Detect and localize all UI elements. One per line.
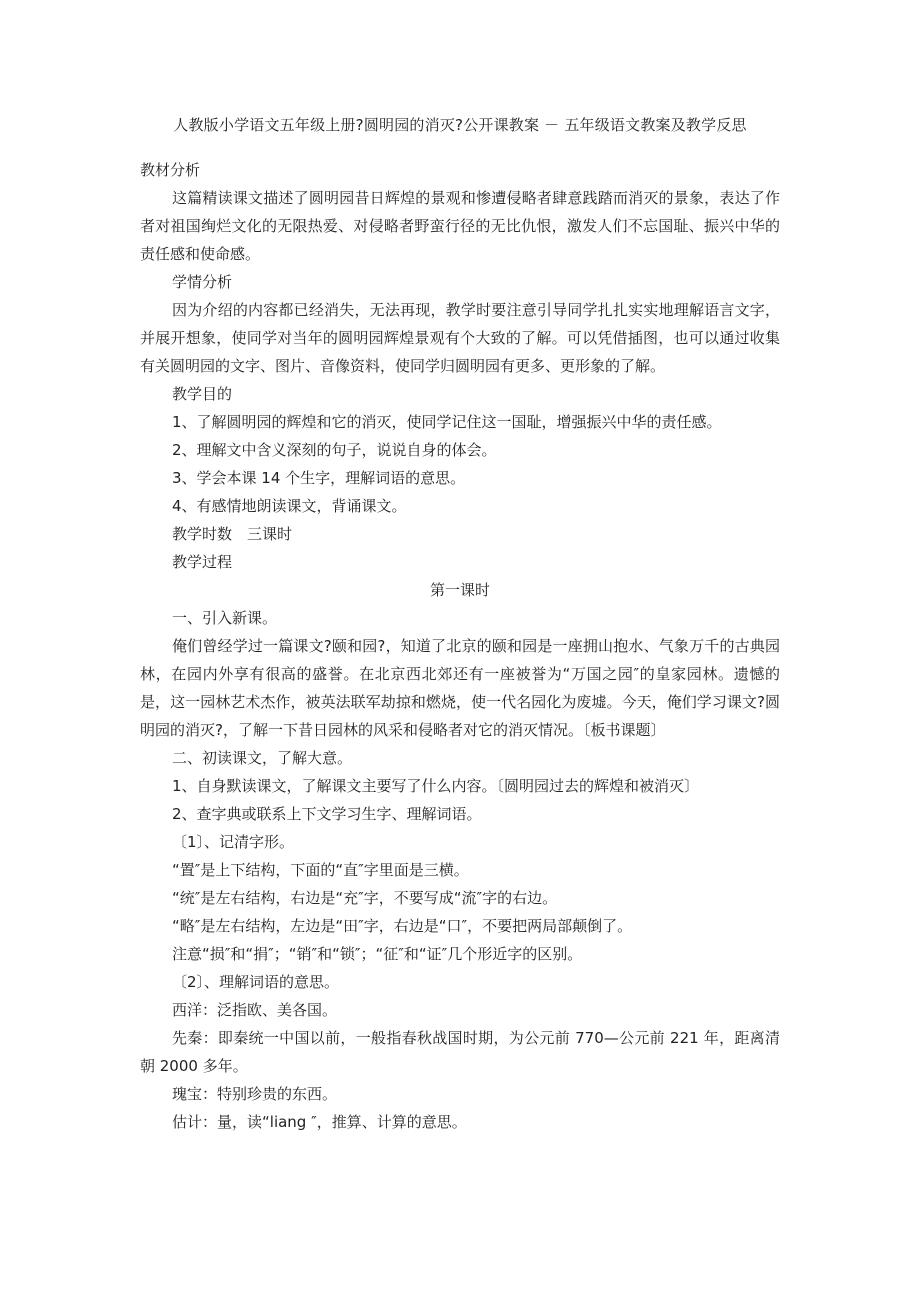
step2-item: 注意“损″和“捐″；“销″和“锁″；“征″和“证″几个形近字的区别。 [172,945,583,963]
step2-item: “置″是上下结构，下面的“直″字里面是三横。 [172,861,469,879]
student-heading: 学情分析 [172,273,233,291]
step2-heading: 二、初读课文，了解大意。 [172,749,353,767]
step1-heading: 一、引入新课。 [172,609,278,627]
process-heading: 教学过程 [172,553,233,571]
material-heading: 教材分析 [140,161,201,179]
goal-item: 1、了解圆明园的辉煌和它的消灭，使同学记住这一国耻，增强振兴中华的责任感。 [172,413,722,431]
step2-item: 〔2〕、理解词语的意思。 [172,973,340,991]
goals-heading: 教学目的 [172,385,233,403]
step2-item: 1、自身默读课文，了解课文主要写了什么内容。〔圆明园过去的辉煌和被消灭〕 [172,777,700,795]
student-paragraph: 因为介绍的内容都已经消失，无法再现，教学时要注意引导同学扎扎实实地理解语言文字，并展开想象，使同学对当年的圆明园辉煌景观有个大致的了解。可以凭借插图，也可以通过收集有关圆明园的文字、图片、音像资料，使同学归圆明园有更多、更形象的了解。 [140,301,780,375]
document-body [140,156,780,1136]
material-paragraph: 这篇精读课文描述了圆明园昔日辉煌的景观和惨遭侵略者肆意践踏而消灭的景象，表达了作者对祖国绚烂文化的无限热爱、对侵略者野蛮行径的无比仇恨，激发人们不忘国耻、振兴中华的责任感和使命感。 [140,189,780,263]
step2-item: “略″是左右结构，左边是“田″字，右边是“口″，不要把两局部颠倒了。 [172,917,633,935]
step2-item: 2、查字典或联系上下文学习生字、理解词语。 [172,805,482,823]
goal-item: 3、学会本课 14 个生字，理解词语的意思。 [172,469,466,487]
step2-item: “统″是左右结构，右边是“充″字，不要写成“流″字的右边。 [172,889,558,907]
xianqin-paragraph: 先秦：即秦统一中国以前，一般指春秋战国时期，为公元前 770—公元前 221 年，距离清朝 2000 多年。 [140,1029,780,1075]
lesson-title: 第一课时 [429,581,490,599]
document-title: 人教版小学语文五年级上册?圆明园的消灭?公开课教案 － 五年级语文教案及教学反思 [173,116,747,134]
guji-line: 估计：量，读“liang ″，推算、计算的意思。 [172,1113,467,1131]
goal-item: 2、理解文中含义深刻的句子，说说自身的体会。 [172,441,497,459]
step2-item: 西洋：泛指欧、美各国。 [172,1001,338,1019]
hours-line: 教学时数 三课时 [172,525,293,543]
guibao-line: 瑰宝：特别珍贵的东西。 [172,1085,338,1103]
goal-item: 4、有感情地朗读课文，背诵课文。 [172,497,407,515]
step2-item: 〔1〕、记清字形。 [172,833,295,851]
step1-paragraph: 俺们曾经学过一篇课文?颐和园?，知道了北京的颐和园是一座拥山抱水、气象万千的古典园林，在园内外享有很高的盛誉。在北京西北郊还有一座被誉为“万国之园″的皇家园林。遗憾的是，这一园林艺术杰作，被英法联军劫掠和燃烧，使一代名园化为废墟。今天，俺们学习课文?圆明园的消灭?，了解一下昔日园林的风采和侵略者对它的消灭情况。〔板书课题〕 [140,637,780,739]
